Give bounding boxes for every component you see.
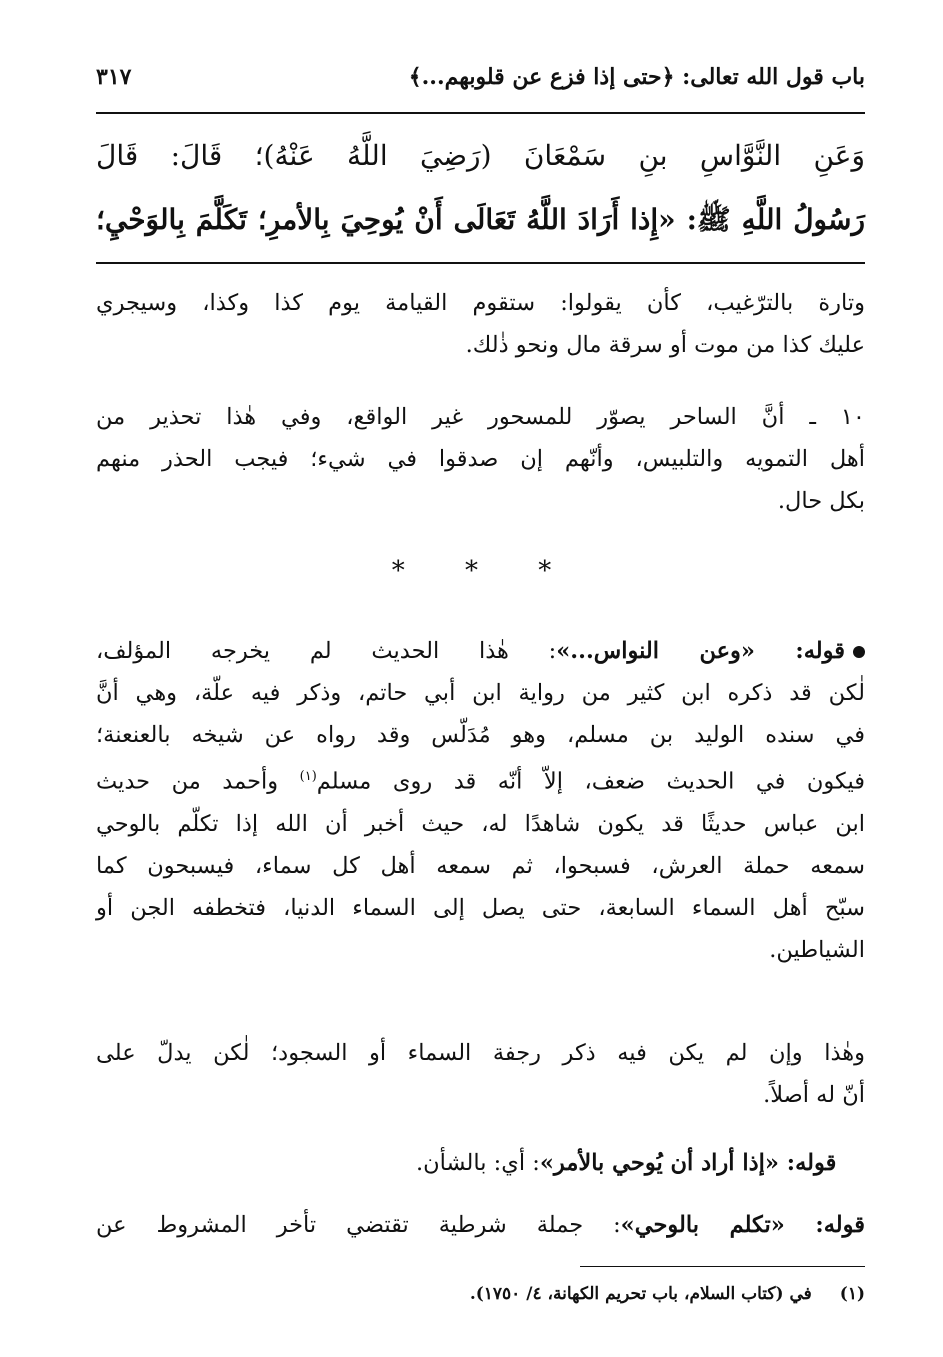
commentary-keyword: قوله: «إذا أراد أن يُوحي بالأمر»	[539, 1150, 837, 1176]
text-fragment: : جملة شرطية تقتضي تأخر المشروط عن	[96, 1212, 621, 1238]
text-line: ١٠ ـ أنَّ الساحر يصوّر للمسحور غير الواقع، وفي هٰذا تحذير من	[96, 404, 865, 430]
text-line: بكل حال.	[777, 488, 865, 514]
section-separator: * * *	[391, 556, 578, 586]
commentary-paragraph	[96, 1142, 865, 1184]
text-line: أهل التمويه والتلبيس، وأنّهم إن صدقوا في شيء؛ فيجب الحذر منهم	[96, 446, 865, 472]
commentary-keyword: قوله: «تكلم بالوحي»	[620, 1212, 865, 1238]
text-fragment: : هٰذا الحديث لم يخرجه المؤلف،	[96, 638, 557, 664]
footnote-divider	[580, 1266, 865, 1267]
text-fragment: وأحمد من حديث	[96, 768, 300, 795]
hadith-text	[96, 124, 865, 252]
running-title: باب قول الله تعالى: ﴿حتى إذا فزع عن قلوبهم...﴾	[408, 64, 865, 90]
paragraph	[96, 396, 865, 522]
text-line: وتارة بالترّغيب، كأن يقولوا: ستقوم القيامة يوم كذا وكذا، وسيجري	[96, 290, 865, 316]
footnote-text: في (كتاب السلام، باب تحريم الكهانة، ٤/ ١٧٥٠).	[469, 1284, 812, 1304]
page-number: ٣١٧	[96, 64, 132, 90]
commentary-paragraph	[96, 630, 865, 971]
text-line: الشياطين.	[769, 936, 865, 963]
text-line: سمعه حملة العرش، فسبحوا، ثم سمعه أهل كل سماء، فيسبحون كما	[96, 852, 865, 879]
text-line	[96, 1204, 865, 1246]
commentary-keyword: قوله: «وعن النواس...»	[556, 638, 845, 664]
text-line: عليك كذا من موت أو سرقة مال ونحو ذٰلك.	[465, 332, 865, 358]
text-line: أنّ له أصلاً.	[763, 1082, 865, 1108]
page-header	[96, 52, 865, 102]
hadith-divider	[96, 262, 865, 264]
text-line	[96, 1142, 865, 1184]
hadith-line: رَسُولُ اللَّهِ ﷺ: «إِذا أَرَادَ اللَّهُ تَعَالَى أَنْ يُوحِيَ بِالأمرِ؛ تَكَلَّمَ بِالوَحْيِ؛	[96, 203, 865, 236]
hadith-line: وَعَنِ النَّوَّاسِ بنِ سَمْعَانَ (رَضِيَ اللَّهُ عَنْهُ)؛ قَالَ: قَالَ	[96, 139, 865, 172]
bullet-icon	[853, 646, 865, 658]
text-fragment: : أي: بالشأن.	[415, 1150, 540, 1176]
footnote-number: (١)	[839, 1284, 865, 1304]
commentary-paragraph	[96, 1204, 865, 1246]
footnote-reference: (١)	[299, 769, 317, 784]
text-line: سبّح أهل السماء السابعة، حتى يصل إلى السماء الدنيا، فتخطفه الجن أو	[96, 894, 865, 921]
text-line	[96, 756, 865, 803]
paragraph	[96, 1032, 865, 1116]
text-fragment: فيكون في الحديث ضعف، إلاّ أنّه قد روى مسلم	[316, 768, 865, 795]
text-line: في سنده الوليد بن مسلم، وهو مُدَلّس وقد رواه عن شيخه بالعنعنة؛	[96, 722, 865, 748]
text-line	[96, 630, 865, 672]
text-line: وهٰذا وإن لم يكن فيه ذكر رجفة السماء أو السجود؛ لٰكن يدلّ على	[96, 1040, 865, 1066]
text-line: لٰكن قد ذكره ابن كثير من رواية ابن أبي حاتم، وذكر فيه علّة، وهي أنَّ	[96, 680, 865, 706]
text-line: ابن عباس حديثًا قد يكون شاهدًا له، حيث أخبر أن الله إذا تكلّم بالوحي	[96, 810, 865, 837]
paragraph	[96, 282, 865, 366]
footnote	[96, 1280, 865, 1308]
header-divider	[96, 112, 865, 114]
